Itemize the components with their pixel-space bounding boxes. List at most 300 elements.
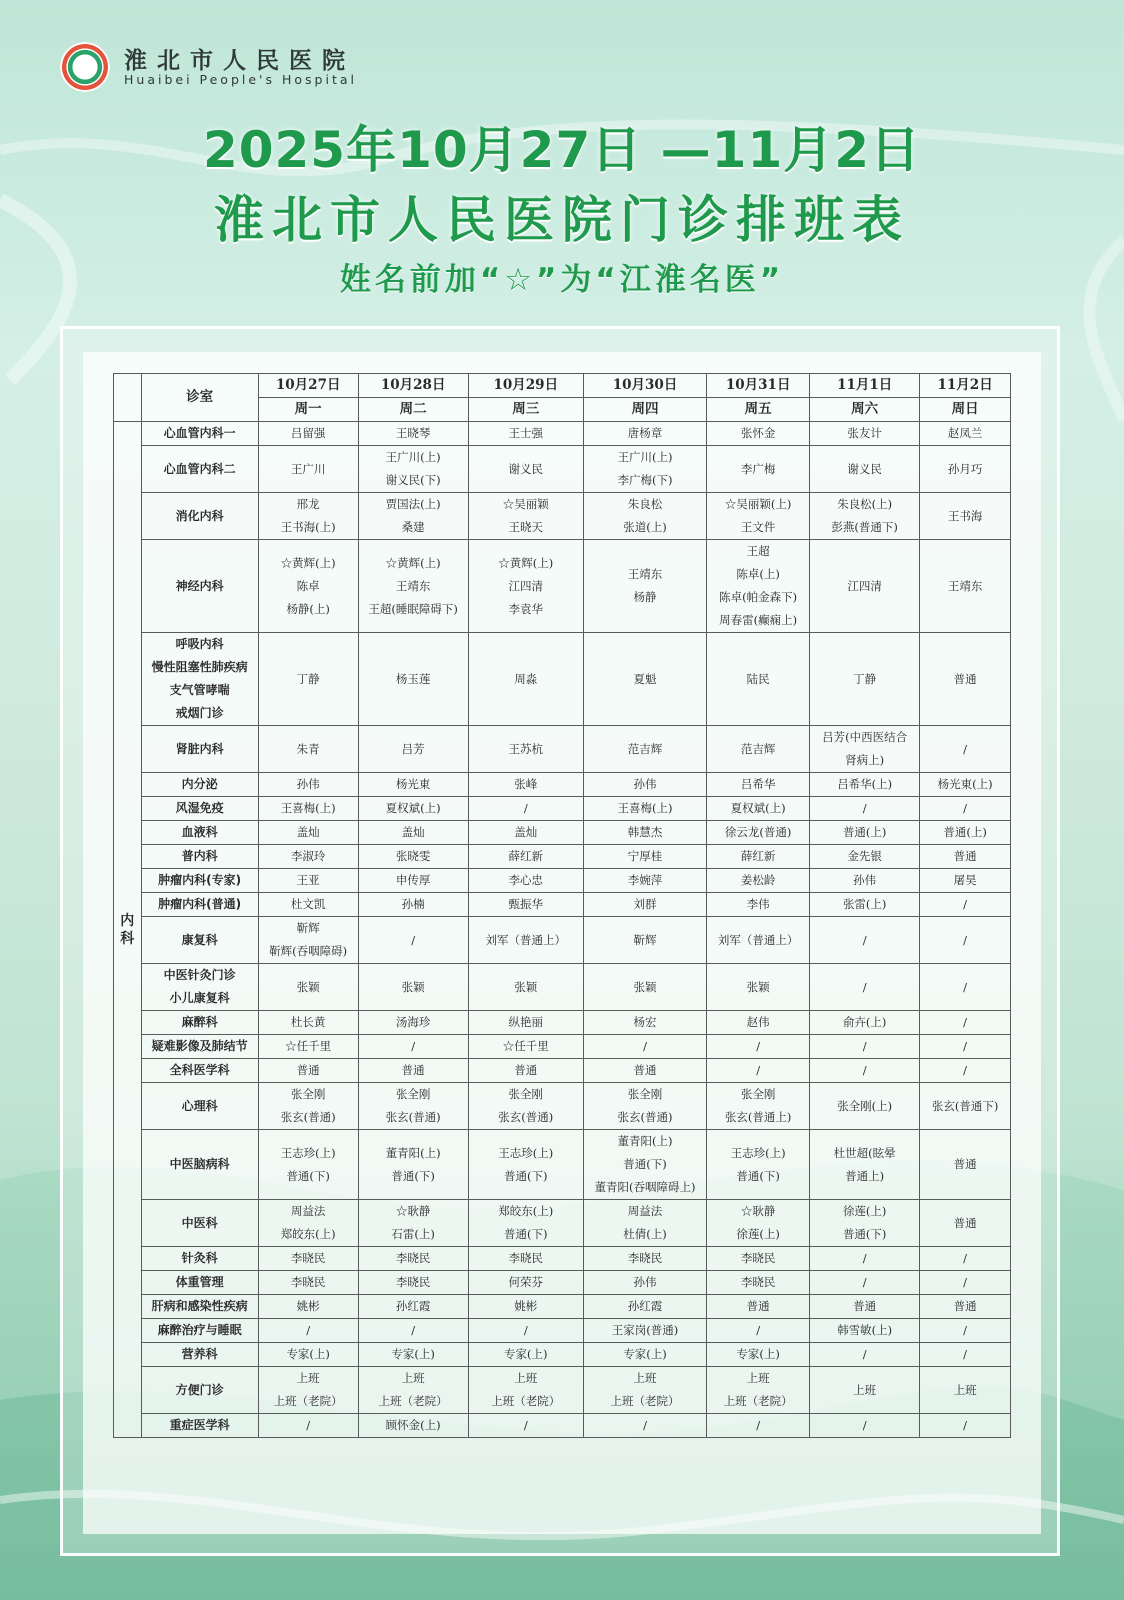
department-name: 戒烟门诊 [175, 706, 224, 720]
schedule-cell [810, 821, 920, 845]
department-cell [141, 797, 258, 821]
doctor-entry: / [862, 932, 867, 947]
schedule-cell [707, 1414, 810, 1438]
doctor-entry: 杨静 [633, 590, 657, 604]
doctor-entry: 江四清 [847, 578, 882, 593]
doctor-entry: / [523, 1323, 528, 1337]
doctor-entry: 专家(上) [504, 1347, 548, 1361]
doctor-entry: 夏权斌(上) [730, 801, 786, 815]
doctor-entry: 杜文凯 [290, 897, 326, 911]
department-name: 肿瘤内科(专家) [158, 873, 242, 887]
schedule-cell [258, 1083, 358, 1130]
doctor-entry: 上班 [953, 1382, 977, 1397]
doctor-entry: 王书海 [947, 508, 983, 523]
department-cell [141, 1247, 258, 1271]
schedule-cell [583, 422, 706, 446]
doctor-entry: 普通 [953, 1215, 977, 1230]
doctor-entry: 王苏杭 [508, 741, 544, 756]
doctor-entry: 专家(上) [286, 1347, 330, 1361]
doctor-entry: 董青阳(上) [617, 1134, 673, 1148]
table-row [114, 773, 1011, 797]
department-cell [141, 446, 258, 493]
doctor-entry: 普通(下) [391, 1168, 435, 1183]
doctor-entry: / [963, 1347, 968, 1361]
doctor-entry: 王志珍(上) [280, 1145, 336, 1160]
doctor-entry: 杨玉莲 [395, 671, 431, 686]
date-header: 10月31日 [707, 374, 810, 398]
department-cell [141, 1059, 258, 1083]
schedule-cell [707, 1319, 810, 1343]
department-cell [141, 1295, 258, 1319]
schedule-cell [468, 1200, 583, 1247]
doctor-entry: / [756, 1323, 761, 1337]
schedule-cell [707, 1200, 810, 1247]
schedule-cell [810, 1083, 920, 1130]
doctor-entry: 专家(上) [623, 1347, 667, 1361]
department-name: 消化内科 [175, 508, 224, 523]
department-cell [141, 893, 258, 917]
doctor-entry: 朱良松(上) [837, 497, 893, 511]
table-row [114, 917, 1011, 964]
schedule-cell [583, 1130, 706, 1200]
doctor-entry: 李晓民 [627, 1251, 663, 1265]
table-row [114, 964, 1011, 1011]
schedule-cell [583, 1200, 706, 1247]
department-cell [141, 869, 258, 893]
doctor-entry: 李晓民 [508, 1251, 544, 1265]
doctor-entry: 吕芳 [401, 741, 425, 756]
weekday-header: 周三 [468, 398, 583, 422]
doctor-entry: 盖灿 [401, 825, 425, 839]
doctor-entry: 顾怀金(上) [385, 1418, 441, 1432]
schedule-cell [920, 1271, 1011, 1295]
doctor-entry: 汤海珍 [395, 1015, 431, 1029]
department-cell [141, 726, 258, 773]
table-row [114, 845, 1011, 869]
doctor-entry: 普通(下) [504, 1168, 548, 1183]
doctor-entry: 杨光東 [395, 777, 431, 791]
doctor-entry: 张友计 [847, 426, 882, 440]
schedule-cell [810, 1200, 920, 1247]
schedule-cell [707, 869, 810, 893]
doctor-entry: 王超(睡眠障碍下) [368, 601, 458, 616]
doctor-entry: 杨光東(上) [937, 777, 993, 791]
schedule-cell [358, 1011, 468, 1035]
doctor-entry: / [963, 801, 968, 815]
category-char: 科 [120, 930, 135, 947]
schedule-cell [583, 869, 706, 893]
doctor-entry: 张全刚 [290, 1087, 326, 1101]
schedule-cell [468, 1414, 583, 1438]
table-row [114, 540, 1011, 633]
doctor-entry: 靳辉 [633, 932, 657, 947]
schedule-cell [258, 1414, 358, 1438]
doctor-entry: 周淼 [514, 671, 538, 686]
doctor-entry: 李淑玲 [290, 849, 326, 863]
department-cell [141, 1367, 258, 1414]
schedule-cell [707, 845, 810, 869]
schedule-cell [810, 1271, 920, 1295]
schedule-cell [258, 493, 358, 540]
doctor-entry: 范吉辉 [740, 741, 776, 756]
table-row [114, 726, 1011, 773]
schedule-cell [583, 1083, 706, 1130]
doctor-entry: 薛红新 [740, 849, 776, 863]
schedule-cell [468, 821, 583, 845]
doctor-entry: 王文件 [740, 520, 776, 534]
schedule-cell [258, 1011, 358, 1035]
schedule-cell [583, 633, 706, 726]
date-header: 10月30日 [583, 374, 706, 398]
schedule-cell [258, 540, 358, 633]
doctor-entry: 唐杨章 [627, 426, 663, 440]
schedule-cell [707, 917, 810, 964]
doctor-entry: 丁静 [296, 671, 320, 686]
doctor-entry: 李袁华 [508, 601, 544, 616]
doctor-entry: 陆民 [746, 671, 770, 686]
schedule-cell [707, 1130, 810, 1200]
doctor-entry: 谢义民 [508, 461, 544, 476]
table-row [114, 1319, 1011, 1343]
doctor-entry: / [963, 1323, 968, 1337]
doctor-entry: / [862, 1418, 867, 1432]
doctor-entry: 江四清 [508, 578, 544, 593]
department-name: 肝病和感染性疾病 [151, 1299, 248, 1313]
doctor-entry: 姚彬 [296, 1299, 320, 1313]
doctor-entry: / [963, 1275, 968, 1289]
schedule-cell [707, 797, 810, 821]
doctor-entry: 普通上) [845, 1168, 885, 1183]
department-cell [141, 1343, 258, 1367]
department-name: 肿瘤内科(普通) [158, 897, 242, 911]
famous-doctor-note: 姓名前加“☆”为“江淮名医” [339, 262, 785, 298]
doctor-entry: 盖灿 [514, 825, 538, 839]
doctor-entry: 上班 [746, 1371, 770, 1385]
table-row [114, 1059, 1011, 1083]
doctor-entry: 张晓雯 [395, 849, 431, 863]
schedule-cell [707, 1367, 810, 1414]
doctor-entry: 吕留强 [290, 426, 326, 440]
doctor-entry: 桑建 [401, 520, 425, 534]
schedule-cell [468, 1130, 583, 1200]
table-row [114, 869, 1011, 893]
doctor-entry: 韩慧杰 [627, 825, 663, 839]
schedule-cell [258, 1295, 358, 1319]
schedule-cell [258, 726, 358, 773]
schedule-cell [583, 845, 706, 869]
doctor-entry: 赵凤兰 [947, 426, 983, 440]
schedule-cell [810, 1319, 920, 1343]
doctor-entry: 张玄(普通上) [724, 1110, 792, 1124]
doctor-entry: 张颖 [514, 979, 538, 994]
doctor-entry: 张玄(普通) [617, 1110, 673, 1124]
doctor-entry: 张颖 [633, 979, 657, 994]
doctor-entry: 靳辉 [296, 921, 320, 935]
doctor-entry: 张全刚 [508, 1087, 544, 1101]
doctor-entry: 李晓民 [290, 1275, 326, 1289]
category-char: 内 [120, 912, 135, 929]
doctor-entry: 薛红新 [508, 849, 544, 863]
doctor-entry: 吕芳(中西医结合 [822, 730, 908, 744]
doctor-entry: 普通(上) [943, 825, 987, 839]
schedule-cell [707, 493, 810, 540]
department-cell [141, 493, 258, 540]
department-cell [141, 845, 258, 869]
table-row [114, 633, 1011, 726]
doctor-entry: / [862, 1063, 867, 1077]
doctor-entry: 张全刚(上) [837, 1098, 893, 1113]
department-name: 营养科 [181, 1347, 218, 1361]
schedule-cell [468, 964, 583, 1011]
schedule-cell [358, 422, 468, 446]
doctor-entry: 朱青 [296, 741, 320, 756]
schedule-cell [468, 773, 583, 797]
schedule-cell [920, 797, 1011, 821]
schedule-cell [920, 493, 1011, 540]
schedule-cell [920, 1295, 1011, 1319]
schedule-cell [258, 1130, 358, 1200]
schedule-cell [920, 633, 1011, 726]
department-cell [141, 1414, 258, 1438]
doctor-entry: 张全刚 [627, 1087, 663, 1101]
doctor-entry: 丁静 [853, 671, 877, 686]
department-cell [141, 540, 258, 633]
schedule-cell [468, 1367, 583, 1414]
doctor-entry: ☆耿静 [395, 1204, 431, 1218]
doctor-entry: ☆黄辉(上) [498, 555, 554, 570]
doctor-entry: / [523, 1418, 528, 1432]
doctor-entry: 靳辉(吞咽障碍) [269, 944, 348, 958]
doctor-entry: 范吉辉 [627, 741, 663, 756]
schedule-cell [358, 1247, 468, 1271]
doctor-entry: 屠昊 [953, 873, 977, 887]
schedule-cell [468, 422, 583, 446]
table-row [114, 1271, 1011, 1295]
doctor-entry: 李心忠 [508, 873, 544, 887]
schedule-cell [468, 540, 583, 633]
doctor-entry: 王超 [746, 544, 770, 558]
schedule-cell [468, 1035, 583, 1059]
schedule-cell [810, 493, 920, 540]
schedule-cell [920, 1343, 1011, 1367]
schedule-cell [468, 1059, 583, 1083]
hospital-name-cn: 淮北市人民医院 [124, 47, 355, 74]
doctor-entry: 李晓民 [395, 1275, 431, 1289]
schedule-cell [258, 869, 358, 893]
department-cell [141, 964, 258, 1011]
department-name: 血液科 [181, 825, 218, 839]
doctor-entry: 李广梅(下) [617, 473, 673, 487]
schedule-cell [920, 540, 1011, 633]
schedule-cell [920, 1035, 1011, 1059]
table-row [114, 1083, 1011, 1130]
department-cell [141, 1319, 258, 1343]
schedule-cell [920, 1011, 1011, 1035]
schedule-cell [920, 446, 1011, 493]
doctor-entry: / [411, 1323, 416, 1337]
weekday-header: 周二 [358, 398, 468, 422]
schedule-cell [258, 893, 358, 917]
doctor-entry: 普通(下) [623, 1157, 667, 1171]
doctor-entry: / [756, 1418, 761, 1432]
table-row [114, 1130, 1011, 1200]
table-row [114, 1414, 1011, 1438]
schedule-cell [468, 726, 583, 773]
schedule-cell [468, 633, 583, 726]
doctor-entry: 彭燕(普通下) [831, 520, 898, 534]
department-name: 心血管内科二 [163, 461, 236, 476]
weekday-header: 周五 [707, 398, 810, 422]
department-name: 内分泌 [181, 777, 218, 791]
doctor-entry: ☆黄辉(上) [280, 555, 336, 570]
doctor-entry: 陈卓(上) [736, 567, 780, 581]
schedule-cell [707, 1083, 810, 1130]
doctor-entry: 专家(上) [736, 1347, 780, 1361]
department-cell [141, 1130, 258, 1200]
doctor-entry: 王晓琴 [395, 426, 431, 440]
schedule-cell [358, 1295, 468, 1319]
schedule-cell [707, 773, 810, 797]
doctor-entry: / [411, 932, 416, 947]
doctor-entry: 金先银 [847, 849, 882, 863]
schedule-cell [707, 1035, 810, 1059]
doctor-entry: 杜世超(眩晕 [833, 1145, 896, 1160]
doctor-entry: 张颖 [296, 979, 320, 994]
doctor-entry: 甄振华 [508, 897, 544, 911]
doctor-entry: / [306, 1323, 311, 1337]
doctor-entry: 王广川(上) [617, 450, 673, 464]
doctor-entry: 董青阳(吞咽障碍上) [594, 1180, 696, 1194]
corner-cell [114, 374, 142, 422]
doctor-entry: 孙楠 [401, 897, 425, 911]
schedule-cell [583, 1295, 706, 1319]
schedule-cell [920, 1200, 1011, 1247]
table-row [114, 821, 1011, 845]
schedule-cell [583, 493, 706, 540]
schedule-cell [583, 1011, 706, 1035]
schedule-cell [810, 422, 920, 446]
department-cell [141, 1035, 258, 1059]
doctor-entry: 普通 [953, 1157, 977, 1171]
department-name: 支气管哮喘 [169, 683, 230, 697]
doctor-entry: 上班（老院） [610, 1394, 680, 1408]
schedule-cell [258, 797, 358, 821]
table-row [114, 797, 1011, 821]
schedule-cell [707, 446, 810, 493]
date-header: 10月29日 [468, 374, 583, 398]
schedule-cell [358, 1367, 468, 1414]
schedule-cell [707, 964, 810, 1011]
schedule-cell [920, 726, 1011, 773]
schedule-cell [358, 845, 468, 869]
schedule-cell [707, 893, 810, 917]
doctor-entry: 张道(上) [623, 520, 667, 534]
doctor-entry: ☆耿静 [740, 1204, 776, 1218]
schedule-cell [358, 893, 468, 917]
table-row [114, 1035, 1011, 1059]
date-range-title: 2025年10月27日 —11月2日 [202, 121, 922, 179]
doctor-entry: 韩雪敏(上) [837, 1323, 893, 1337]
doctor-entry: 王广川(上) [385, 450, 441, 464]
doctor-entry: 周春雷(癫痫上) [719, 613, 798, 627]
schedule-cell [810, 633, 920, 726]
department-cell [141, 821, 258, 845]
schedule-cell [258, 1367, 358, 1414]
category-cell [114, 422, 142, 1438]
doctor-entry: 普通 [953, 671, 977, 686]
doctor-entry: / [862, 1251, 867, 1265]
doctor-entry: 普通(上) [842, 825, 887, 839]
weekday-header: 周一 [258, 398, 358, 422]
schedule-cell [583, 1343, 706, 1367]
schedule-cell [583, 1271, 706, 1295]
doctor-entry: 王喜梅(上) [617, 801, 673, 815]
schedule-cell [707, 1295, 810, 1319]
doctor-entry: 上班 [514, 1371, 538, 1385]
schedule-cell [358, 1130, 468, 1200]
doctor-entry: 李伟 [746, 897, 770, 911]
schedule-cell [468, 797, 583, 821]
doctor-entry: / [523, 801, 528, 815]
doctor-entry: 徐云龙(普通) [724, 825, 792, 839]
schedule-cell [707, 422, 810, 446]
schedule-cell [258, 422, 358, 446]
date-header: 10月28日 [358, 374, 468, 398]
schedule-cell [920, 893, 1011, 917]
doctor-entry: 张峰 [514, 777, 538, 791]
schedule-cell [583, 893, 706, 917]
doctor-entry: 张玄(普通) [280, 1110, 336, 1124]
department-name: 重症医学科 [169, 1418, 230, 1432]
doctor-entry: 李晓民 [740, 1251, 776, 1265]
doctor-entry: ☆吴丽颖 [502, 497, 549, 511]
doctor-entry: 肾病上) [845, 753, 885, 767]
schedule-cell [583, 446, 706, 493]
doctor-entry: 陈卓(帕金森下) [719, 590, 798, 604]
schedule-cell [258, 964, 358, 1011]
department-name: 麻醉科 [181, 1015, 218, 1029]
weekday-header: 周六 [810, 398, 920, 422]
schedule-cell [583, 797, 706, 821]
date-header: 11月2日 [920, 374, 1011, 398]
schedule-cell [920, 422, 1011, 446]
schedule-cell [358, 540, 468, 633]
doctor-entry: 张怀金 [740, 426, 776, 440]
doctor-entry: 张玄(普通) [385, 1110, 441, 1124]
schedule-cell [358, 1271, 468, 1295]
schedule-cell [468, 1295, 583, 1319]
schedule-body [114, 422, 1011, 1438]
schedule-cell [468, 1247, 583, 1271]
table-row [114, 422, 1011, 446]
table-row [114, 1200, 1011, 1247]
doctor-entry: / [306, 1418, 311, 1432]
doctor-entry: / [963, 1063, 968, 1077]
schedule-cell [810, 1367, 920, 1414]
doctor-entry: 申传厚 [395, 873, 431, 887]
hospital-name-en: Huaibei People's Hospital [124, 72, 357, 87]
doctor-entry: 姜松龄 [740, 873, 776, 887]
schedule-cell [920, 821, 1011, 845]
doctor-entry: 李晓民 [740, 1275, 776, 1289]
doctor-entry: 普通 [853, 1299, 877, 1313]
department-name: 呼吸内科 [175, 637, 224, 651]
department-cell [141, 633, 258, 726]
doctor-entry: / [963, 1015, 968, 1029]
schedule-cell [707, 540, 810, 633]
doctor-entry: ☆黄辉(上) [385, 555, 441, 570]
doctor-entry: 孙伟 [633, 777, 657, 791]
